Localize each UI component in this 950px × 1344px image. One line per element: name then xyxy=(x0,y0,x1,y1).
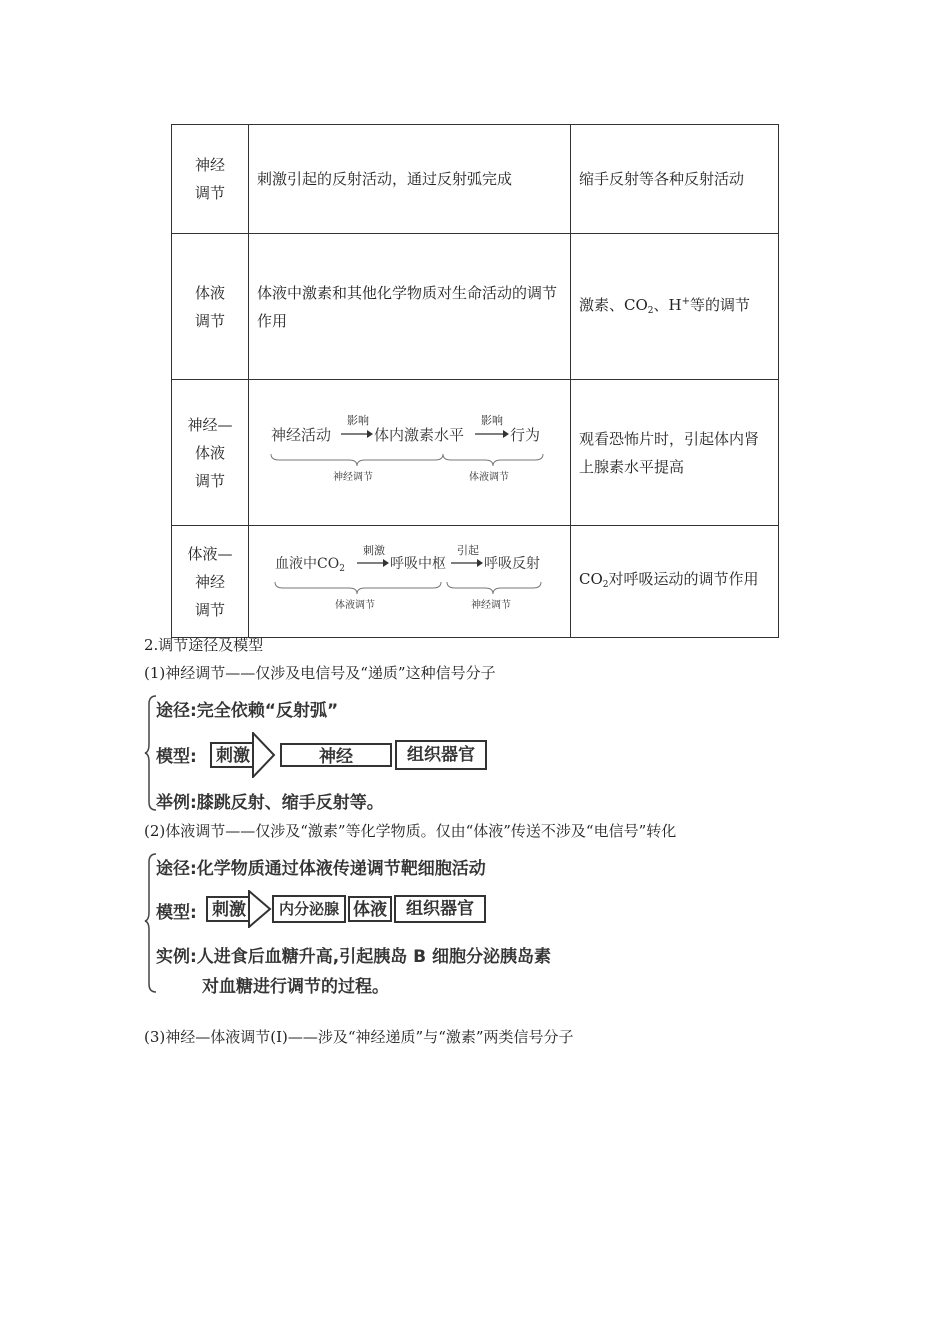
model-label: 模型: xyxy=(156,903,197,923)
brace-icon xyxy=(271,454,443,466)
example-cell: $CO_2$对呼吸运动的调节作用 xyxy=(571,526,779,638)
type-label: 调节 xyxy=(194,471,225,490)
table-row xyxy=(172,125,779,234)
flow-arrow-label: 引起 xyxy=(457,544,479,557)
neural-model-figure xyxy=(144,692,564,814)
route-text: 途径:化学物质通过体液传递调节靶细胞活动 xyxy=(156,859,486,879)
brace-icon xyxy=(275,582,441,594)
type-label: 体液 xyxy=(194,443,225,462)
regulation-table xyxy=(171,124,779,638)
table-row xyxy=(172,380,779,526)
flow-cell xyxy=(249,380,571,526)
flow-node: 呼吸中枢 xyxy=(390,556,446,572)
type-label: 调节 xyxy=(194,184,225,202)
flow-arrow-label: 刺激 xyxy=(363,544,385,557)
table-row xyxy=(172,234,779,380)
flow-cell xyxy=(249,526,571,638)
example-cell: 激素、$CO_2$、H+等的调节 xyxy=(571,234,779,380)
flow-node: 呼吸反射 xyxy=(484,556,540,572)
brace-label: 神经调节 xyxy=(333,472,373,483)
example-cell: 缩手反射等各种反射活动 xyxy=(571,125,779,234)
desc-cell: 体液中激素和其他化学物质对生命活动的调节作用 xyxy=(249,234,571,380)
gland-box: 内分泌腺 xyxy=(272,895,346,923)
arrow-icon xyxy=(252,732,276,778)
type-cell xyxy=(172,380,249,526)
stimulus-box: 刺激 xyxy=(206,896,250,922)
flow-node: 神经活动 xyxy=(271,426,332,444)
table-row xyxy=(172,526,779,638)
arrowhead-icon xyxy=(367,430,373,438)
flow-diagram xyxy=(249,526,569,637)
flow-node: 血液中$CO_2$ xyxy=(275,556,345,574)
paragraph: (3)神经—体液调节(Ⅰ)——涉及“神经递质”与“激素”两类信号分子 xyxy=(144,1028,574,1046)
arrowhead-icon xyxy=(383,559,389,567)
nerve-box: 神经 xyxy=(280,743,392,767)
example-cell: 观看恐怖片时，引起体内肾上腺素水平提高 xyxy=(571,380,779,526)
brace-label: 体液调节 xyxy=(335,600,375,611)
type-label: 神经 xyxy=(194,156,225,174)
organ-box: 组织器官 xyxy=(395,740,487,770)
desc-cell: 刺激引起的反射活动，通过反射弧完成 xyxy=(249,125,571,234)
route-text: 途径:完全依赖“反射弧” xyxy=(156,701,339,721)
type-cell xyxy=(172,234,249,380)
brace-label: 体液调节 xyxy=(469,472,509,483)
flow-node: 体内激素水平 xyxy=(374,426,465,444)
paragraph: (2)体液调节——仅涉及“激素”等化学物质。仅由“体液”传送不涉及“电信号”转化 xyxy=(144,822,677,840)
type-cell xyxy=(172,125,249,234)
brace-icon xyxy=(443,454,543,466)
type-label: 体液— xyxy=(187,544,233,563)
type-label: 体液 xyxy=(194,283,225,302)
type-label: 神经 xyxy=(194,572,225,591)
section-title: 2.调节途径及模型 xyxy=(144,636,264,654)
arrow-icon xyxy=(248,890,272,928)
arrowhead-icon xyxy=(477,559,483,567)
type-label: 调节 xyxy=(194,311,225,330)
humoral-model-figure xyxy=(144,850,644,996)
type-label: 调节 xyxy=(194,600,225,619)
arrowhead-icon xyxy=(503,430,509,438)
flow-diagram xyxy=(249,380,569,525)
model-label: 模型: xyxy=(156,747,197,767)
body-fluid-box: 体液 xyxy=(348,896,392,922)
type-cell xyxy=(172,526,249,638)
flow-arrow-label: 影响 xyxy=(347,414,369,427)
brace-icon xyxy=(447,582,541,594)
example-text: 对血糖进行调节的过程。 xyxy=(202,977,389,997)
organ-box: 组织器官 xyxy=(394,895,486,923)
example-text: 实例:人进食后血糖升高,引起胰岛 B 细胞分泌胰岛素 xyxy=(156,947,552,967)
flow-arrow-label: 影响 xyxy=(481,414,503,427)
example-text: 举例:膝跳反射、缩手反射等。 xyxy=(156,793,384,813)
stimulus-box: 刺激 xyxy=(210,742,254,768)
paragraph: (1)神经调节——仅涉及电信号及“递质”这种信号分子 xyxy=(144,664,496,682)
flow-node: 行为 xyxy=(510,426,541,444)
brace-label: 神经调节 xyxy=(471,600,511,611)
type-label: 神经— xyxy=(187,415,233,434)
